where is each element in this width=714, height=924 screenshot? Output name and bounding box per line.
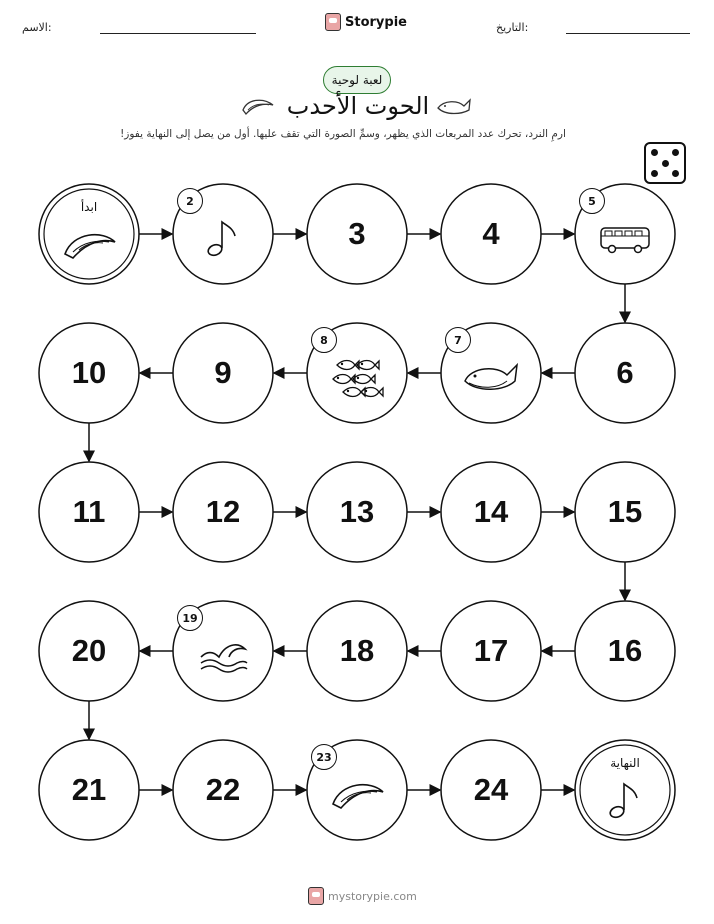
page-title: الحوت الأحدب <box>286 92 430 120</box>
cell-number: 9 <box>214 355 232 390</box>
finish-label: النهاية <box>610 756 640 770</box>
date-label: التاريخ: <box>496 21 529 34</box>
cell-number-badge: 5 <box>579 188 605 214</box>
cell-number: 11 <box>72 494 106 529</box>
footer-url: mystorypie.com <box>328 889 417 903</box>
cell-number: 3 <box>348 216 366 251</box>
cell-number: 17 <box>473 633 509 668</box>
footer <box>308 887 417 905</box>
cell-number: 22 <box>205 772 241 807</box>
cell-number: 12 <box>205 494 241 529</box>
cell-number: 21 <box>71 772 107 807</box>
board-cell-1 <box>39 184 139 284</box>
brand-name: Storypie <box>345 14 407 30</box>
cell-number: 10 <box>71 355 107 390</box>
cell-number-badge: 19 <box>177 605 203 631</box>
board-cell-25 <box>575 740 675 840</box>
cell-number-badge: 8 <box>311 327 337 353</box>
cell-number: 20 <box>71 633 107 668</box>
cell-number: 18 <box>339 633 375 668</box>
name-label: الاسم: <box>22 21 52 34</box>
start-label: ابدأ <box>80 200 98 214</box>
cell-number: 24 <box>473 772 509 807</box>
cell-number-badge: 2 <box>177 188 203 214</box>
cell-number: 4 <box>482 216 500 251</box>
cell-number: 13 <box>339 494 375 529</box>
cell-number-badge: 7 <box>445 327 471 353</box>
cell-number: 14 <box>473 494 509 529</box>
storypie-logo-icon <box>308 887 324 905</box>
cell-number: 15 <box>607 494 643 529</box>
cell-number: 6 <box>616 355 634 390</box>
cell-number: 16 <box>607 633 643 668</box>
cell-number-badge: 23 <box>311 744 337 770</box>
game-type-badge: لعبة لوحية <box>323 66 391 94</box>
instructions-text: ارمِ النرد، تحرك عدد المربعات الذي يظهر، وسمِّ الصورة التي تقف عليها. أول من يصل إلى النهاية يفوز! <box>120 128 566 140</box>
